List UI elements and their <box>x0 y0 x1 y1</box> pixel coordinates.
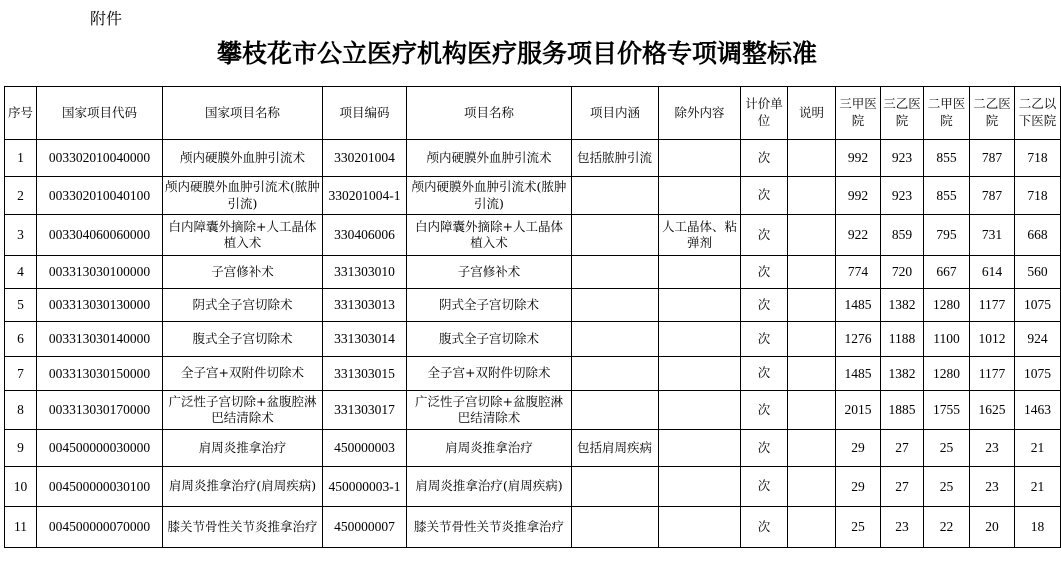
cell-content <box>572 289 659 322</box>
table-row <box>5 215 1061 256</box>
cell-price-tier3b: 27 <box>881 467 924 507</box>
cell-national-name: 膝关节骨性关节炎推拿治疗 <box>163 507 323 548</box>
cell-price-tier2b: 787 <box>970 140 1015 177</box>
cell-no: 8 <box>5 391 37 430</box>
cell-price-tier2c: 718 <box>1015 140 1061 177</box>
cell-no: 7 <box>5 357 37 391</box>
column-header-code: 项目编码 <box>323 87 407 140</box>
cell-excluded <box>659 391 741 430</box>
cell-name: 白内障囊外摘除+人工晶体植入术 <box>407 215 572 256</box>
cell-code: 331303014 <box>323 322 407 357</box>
cell-name: 肩周炎推拿治疗(肩周疾病) <box>407 467 572 507</box>
cell-code: 331303017 <box>323 391 407 430</box>
cell-price-tier2b: 23 <box>970 430 1015 467</box>
table-row <box>5 289 1061 322</box>
table-row <box>5 140 1061 177</box>
cell-price-tier3b: 923 <box>881 140 924 177</box>
cell-no: 5 <box>5 289 37 322</box>
cell-excluded <box>659 322 741 357</box>
cell-excluded <box>659 177 741 215</box>
cell-note <box>788 507 836 548</box>
cell-unit: 次 <box>741 140 788 177</box>
cell-price-tier2c: 21 <box>1015 430 1061 467</box>
cell-no: 3 <box>5 215 37 256</box>
cell-code: 331303013 <box>323 289 407 322</box>
cell-price-tier2c: 1075 <box>1015 357 1061 391</box>
cell-no: 2 <box>5 177 37 215</box>
cell-code: 331303015 <box>323 357 407 391</box>
cell-price-tier2c: 718 <box>1015 177 1061 215</box>
cell-name: 阴式全子宫切除术 <box>407 289 572 322</box>
cell-price-tier2b: 787 <box>970 177 1015 215</box>
column-header-content: 项目内涵 <box>572 87 659 140</box>
cell-price-tier3b: 1382 <box>881 357 924 391</box>
cell-unit: 次 <box>741 256 788 289</box>
cell-unit: 次 <box>741 507 788 548</box>
cell-national-code: 003313030140000 <box>37 322 163 357</box>
cell-national-code: 003304060060000 <box>37 215 163 256</box>
cell-national-code: 003313030150000 <box>37 357 163 391</box>
cell-name: 颅内硬膜外血肿引流术(脓肿引流) <box>407 177 572 215</box>
column-header-tier3a: 三甲医院 <box>836 87 881 140</box>
column-header-tier2c: 二乙以下医院 <box>1015 87 1061 140</box>
cell-price-tier2a: 25 <box>924 467 970 507</box>
cell-unit: 次 <box>741 177 788 215</box>
cell-price-tier3a: 29 <box>836 430 881 467</box>
cell-national-name: 子宫修补术 <box>163 256 323 289</box>
cell-price-tier2a: 22 <box>924 507 970 548</box>
cell-national-name: 全子宫+双附件切除术 <box>163 357 323 391</box>
column-header-no: 序号 <box>5 87 37 140</box>
cell-excluded <box>659 467 741 507</box>
cell-unit: 次 <box>741 391 788 430</box>
cell-price-tier2b: 1177 <box>970 357 1015 391</box>
cell-price-tier3a: 992 <box>836 177 881 215</box>
table-body <box>5 140 1061 548</box>
table-row <box>5 467 1061 507</box>
cell-price-tier2a: 855 <box>924 140 970 177</box>
cell-national-name: 腹式全子宫切除术 <box>163 322 323 357</box>
cell-price-tier2c: 1463 <box>1015 391 1061 430</box>
cell-price-tier3a: 2015 <box>836 391 881 430</box>
cell-unit: 次 <box>741 215 788 256</box>
cell-price-tier2b: 20 <box>970 507 1015 548</box>
column-header-excluded: 除外内容 <box>659 87 741 140</box>
cell-national-code: 004500000030100 <box>37 467 163 507</box>
cell-excluded <box>659 507 741 548</box>
cell-national-name: 阴式全子宫切除术 <box>163 289 323 322</box>
cell-price-tier2a: 1280 <box>924 289 970 322</box>
cell-price-tier2a: 1755 <box>924 391 970 430</box>
cell-unit: 次 <box>741 289 788 322</box>
cell-national-name: 白内障囊外摘除+人工晶体植入术 <box>163 215 323 256</box>
cell-national-name: 肩周炎推拿治疗 <box>163 430 323 467</box>
cell-price-tier2c: 18 <box>1015 507 1061 548</box>
cell-price-tier3a: 25 <box>836 507 881 548</box>
cell-code: 330201004 <box>323 140 407 177</box>
cell-price-tier3b: 859 <box>881 215 924 256</box>
cell-content <box>572 507 659 548</box>
cell-price-tier3a: 29 <box>836 467 881 507</box>
column-header-tier3b: 三乙医院 <box>881 87 924 140</box>
cell-national-code: 003302010040100 <box>37 177 163 215</box>
cell-price-tier2a: 795 <box>924 215 970 256</box>
cell-note <box>788 391 836 430</box>
cell-national-name: 广泛性子宫切除+盆腹腔淋巴结清除术 <box>163 391 323 430</box>
cell-price-tier3a: 774 <box>836 256 881 289</box>
column-header-tier2a: 二甲医院 <box>924 87 970 140</box>
cell-price-tier2a: 667 <box>924 256 970 289</box>
column-header-name: 项目名称 <box>407 87 572 140</box>
cell-price-tier2c: 1075 <box>1015 289 1061 322</box>
cell-note <box>788 467 836 507</box>
cell-note <box>788 215 836 256</box>
cell-code: 450000003 <box>323 430 407 467</box>
table-row <box>5 357 1061 391</box>
cell-name: 膝关节骨性关节炎推拿治疗 <box>407 507 572 548</box>
cell-content <box>572 215 659 256</box>
cell-code: 330406006 <box>323 215 407 256</box>
cell-price-tier3b: 923 <box>881 177 924 215</box>
cell-content <box>572 256 659 289</box>
cell-note <box>788 430 836 467</box>
cell-price-tier2c: 21 <box>1015 467 1061 507</box>
cell-price-tier3a: 1485 <box>836 357 881 391</box>
cell-name: 肩周炎推拿治疗 <box>407 430 572 467</box>
cell-unit: 次 <box>741 467 788 507</box>
cell-price-tier2c: 560 <box>1015 256 1061 289</box>
cell-price-tier2b: 1625 <box>970 391 1015 430</box>
cell-content <box>572 391 659 430</box>
cell-price-tier2a: 25 <box>924 430 970 467</box>
cell-code: 330201004-1 <box>323 177 407 215</box>
cell-national-code: 003302010040000 <box>37 140 163 177</box>
table-row <box>5 256 1061 289</box>
cell-note <box>788 322 836 357</box>
cell-content <box>572 467 659 507</box>
cell-name: 广泛性子宫切除+盆腹腔淋巴结清除术 <box>407 391 572 430</box>
cell-price-tier3b: 27 <box>881 430 924 467</box>
cell-code: 450000003-1 <box>323 467 407 507</box>
column-header-national-name: 国家项目名称 <box>163 87 323 140</box>
cell-national-code: 004500000030000 <box>37 430 163 467</box>
document-title: 攀枝花市公立医疗机构医疗服务项目价格专项调整标准 <box>216 39 817 68</box>
cell-excluded <box>659 140 741 177</box>
cell-price-tier3b: 720 <box>881 256 924 289</box>
cell-note <box>788 357 836 391</box>
cell-national-name: 颅内硬膜外血肿引流术(脓肿引流) <box>163 177 323 215</box>
cell-price-tier3a: 1276 <box>836 322 881 357</box>
cell-content <box>572 357 659 391</box>
cell-no: 10 <box>5 467 37 507</box>
table-row <box>5 391 1061 430</box>
table-row <box>5 322 1061 357</box>
cell-note <box>788 140 836 177</box>
cell-price-tier2b: 1177 <box>970 289 1015 322</box>
cell-price-tier3b: 1382 <box>881 289 924 322</box>
table-row <box>5 507 1061 548</box>
cell-price-tier2b: 731 <box>970 215 1015 256</box>
cell-note <box>788 289 836 322</box>
cell-no: 4 <box>5 256 37 289</box>
cell-national-code: 004500000070000 <box>37 507 163 548</box>
cell-national-name: 颅内硬膜外血肿引流术 <box>163 140 323 177</box>
cell-national-code: 003313030170000 <box>37 391 163 430</box>
cell-content <box>572 322 659 357</box>
cell-note <box>788 256 836 289</box>
cell-name: 全子宫+双附件切除术 <box>407 357 572 391</box>
table-row <box>5 177 1061 215</box>
cell-excluded: 人工晶体、粘弹剂 <box>659 215 741 256</box>
column-header-national-code: 国家项目代码 <box>37 87 163 140</box>
column-header-unit: 计价单位 <box>741 87 788 140</box>
cell-price-tier2a: 855 <box>924 177 970 215</box>
cell-price-tier2b: 614 <box>970 256 1015 289</box>
cell-national-code: 003313030130000 <box>37 289 163 322</box>
cell-no: 6 <box>5 322 37 357</box>
cell-price-tier2a: 1100 <box>924 322 970 357</box>
cell-national-name: 肩周炎推拿治疗(肩周疾病) <box>163 467 323 507</box>
cell-note <box>788 177 836 215</box>
cell-price-tier2b: 1012 <box>970 322 1015 357</box>
attachment-label: 附件 <box>90 9 123 28</box>
cell-content: 包括肩周疾病 <box>572 430 659 467</box>
cell-name: 颅内硬膜外血肿引流术 <box>407 140 572 177</box>
cell-no: 1 <box>5 140 37 177</box>
cell-content <box>572 177 659 215</box>
cell-no: 11 <box>5 507 37 548</box>
table-row <box>5 430 1061 467</box>
cell-name: 腹式全子宫切除术 <box>407 322 572 357</box>
cell-price-tier3a: 1485 <box>836 289 881 322</box>
cell-price-tier2b: 23 <box>970 467 1015 507</box>
cell-price-tier3b: 1885 <box>881 391 924 430</box>
cell-no: 9 <box>5 430 37 467</box>
cell-unit: 次 <box>741 322 788 357</box>
cell-excluded <box>659 430 741 467</box>
cell-unit: 次 <box>741 357 788 391</box>
table-header-row <box>5 87 1061 140</box>
cell-code: 331303010 <box>323 256 407 289</box>
column-header-note: 说明 <box>788 87 836 140</box>
cell-unit: 次 <box>741 430 788 467</box>
cell-code: 450000007 <box>323 507 407 548</box>
cell-excluded <box>659 256 741 289</box>
cell-price-tier3b: 23 <box>881 507 924 548</box>
price-table <box>4 86 1061 548</box>
cell-price-tier3b: 1188 <box>881 322 924 357</box>
cell-price-tier2c: 668 <box>1015 215 1061 256</box>
cell-excluded <box>659 357 741 391</box>
cell-name: 子宫修补术 <box>407 256 572 289</box>
cell-content: 包括脓肿引流 <box>572 140 659 177</box>
column-header-tier2b: 二乙医院 <box>970 87 1015 140</box>
cell-national-code: 003313030100000 <box>37 256 163 289</box>
cell-price-tier2a: 1280 <box>924 357 970 391</box>
cell-price-tier2c: 924 <box>1015 322 1061 357</box>
cell-price-tier3a: 992 <box>836 140 881 177</box>
cell-price-tier3a: 922 <box>836 215 881 256</box>
cell-excluded <box>659 289 741 322</box>
